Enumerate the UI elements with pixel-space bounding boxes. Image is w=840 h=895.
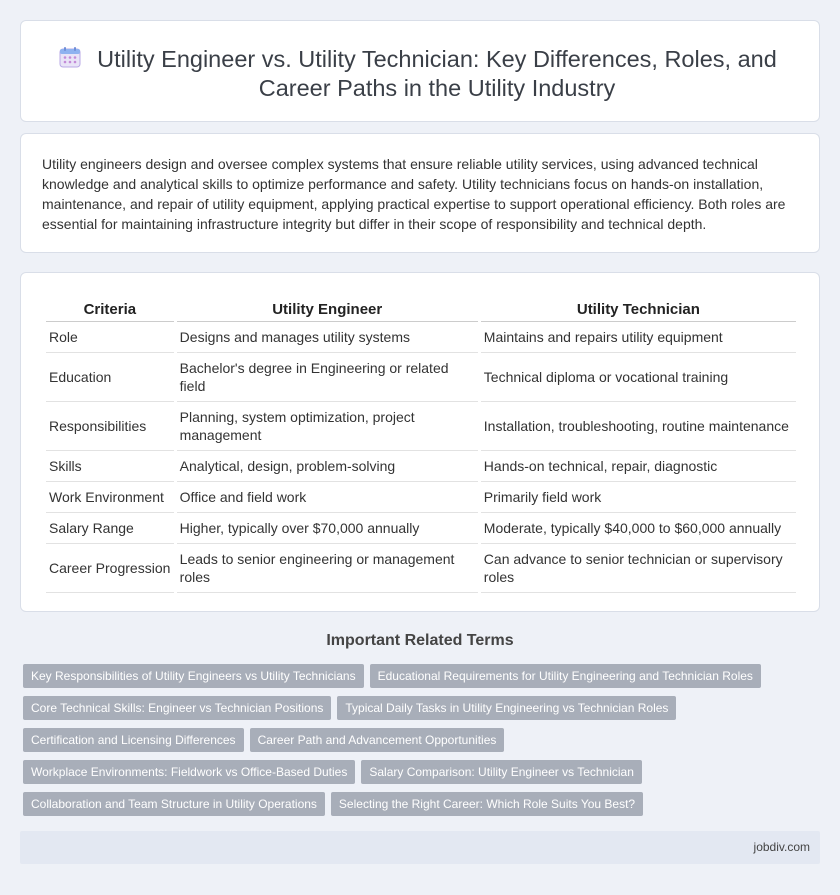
table-cell-criteria: Salary Range <box>46 513 174 544</box>
related-terms-list <box>23 664 813 824</box>
table-cell-criteria: Education <box>46 353 174 402</box>
related-term-tag[interactable]: Selecting the Right Career: Which Role Suits You Best? <box>331 792 643 816</box>
table-cell-technician: Installation, troubleshooting, routine maintenance <box>481 402 796 451</box>
table-cell-technician: Moderate, typically $40,000 to $60,000 annually <box>481 513 796 544</box>
related-term-tag[interactable]: Collaboration and Team Structure in Utility Operations <box>23 792 325 816</box>
table-row <box>46 322 796 353</box>
table-cell-engineer: Bachelor's degree in Engineering or related field <box>177 353 478 402</box>
table-cell-criteria: Career Progression <box>46 544 174 593</box>
column-header-criteria: Criteria <box>46 296 174 322</box>
table-cell-technician: Technical diploma or vocational training <box>481 353 796 402</box>
table-cell-engineer: Designs and manages utility systems <box>177 322 478 353</box>
table-row <box>46 482 796 513</box>
table-cell-criteria: Skills <box>46 451 174 482</box>
intro-card <box>20 133 820 253</box>
header-card <box>20 20 820 122</box>
related-term-tag[interactable]: Career Path and Advancement Opportunities <box>250 728 505 752</box>
table-cell-technician: Hands-on technical, repair, diagnostic <box>481 451 796 482</box>
page-title: Utility Engineer vs. Utility Technician: Key Differences, Roles, and Career Paths in the Utility Industry <box>97 46 777 101</box>
comparison-table <box>43 296 799 593</box>
related-term-tag[interactable]: Typical Daily Tasks in Utility Engineering vs Technician Roles <box>337 696 676 720</box>
column-header-utility-technician: Utility Technician <box>481 296 796 322</box>
table-cell-engineer: Analytical, design, problem-solving <box>177 451 478 482</box>
related-term-tag[interactable]: Workplace Environments: Fieldwork vs Office-Based Duties <box>23 760 355 784</box>
table-row <box>46 513 796 544</box>
related-term-tag[interactable]: Salary Comparison: Utility Engineer vs Technician <box>361 760 642 784</box>
site-link[interactable]: jobdiv.com <box>753 840 810 854</box>
table-cell-technician: Primarily field work <box>481 482 796 513</box>
related-terms-heading: Important Related Terms <box>326 632 514 649</box>
intro-paragraph: Utility engineers design and oversee complex systems that ensure reliable utility services, using advanced technical knowledge and analytical skills to optimize performance and safety. Utility technicians focus on hands-on installation, maintenance, and repair of utility equipment, applying practical expertise to support operational efficiency. Both roles are essential for maintaining infrastructure integrity but differ in their scope of responsibility and technical depth. <box>42 156 786 232</box>
footer-bar <box>20 831 820 864</box>
table-cell-criteria: Role <box>46 322 174 353</box>
table-cell-technician: Maintains and repairs utility equipment <box>481 322 796 353</box>
table-row <box>46 402 796 451</box>
table-cell-engineer: Leads to senior engineering or management roles <box>177 544 478 593</box>
table-cell-criteria: Responsibilities <box>46 402 174 451</box>
column-header-utility-engineer: Utility Engineer <box>177 296 478 322</box>
related-term-tag[interactable]: Educational Requirements for Utility Engineering and Technician Roles <box>370 664 761 688</box>
table-cell-technician: Can advance to senior technician or supervisory roles <box>481 544 796 593</box>
table-cell-engineer: Office and field work <box>177 482 478 513</box>
table-row <box>46 451 796 482</box>
related-term-tag[interactable]: Core Technical Skills: Engineer vs Technician Positions <box>23 696 331 720</box>
table-row <box>46 353 796 402</box>
related-term-tag[interactable]: Key Responsibilities of Utility Engineers vs Utility Technicians <box>23 664 364 688</box>
table-cell-criteria: Work Environment <box>46 482 174 513</box>
table-cell-engineer: Higher, typically over $70,000 annually <box>177 513 478 544</box>
related-term-tag[interactable]: Certification and Licensing Differences <box>23 728 244 752</box>
table-header-row <box>46 296 796 322</box>
comparison-table-card <box>20 272 820 612</box>
table-cell-engineer: Planning, system optimization, project management <box>177 402 478 451</box>
table-row <box>46 544 796 593</box>
